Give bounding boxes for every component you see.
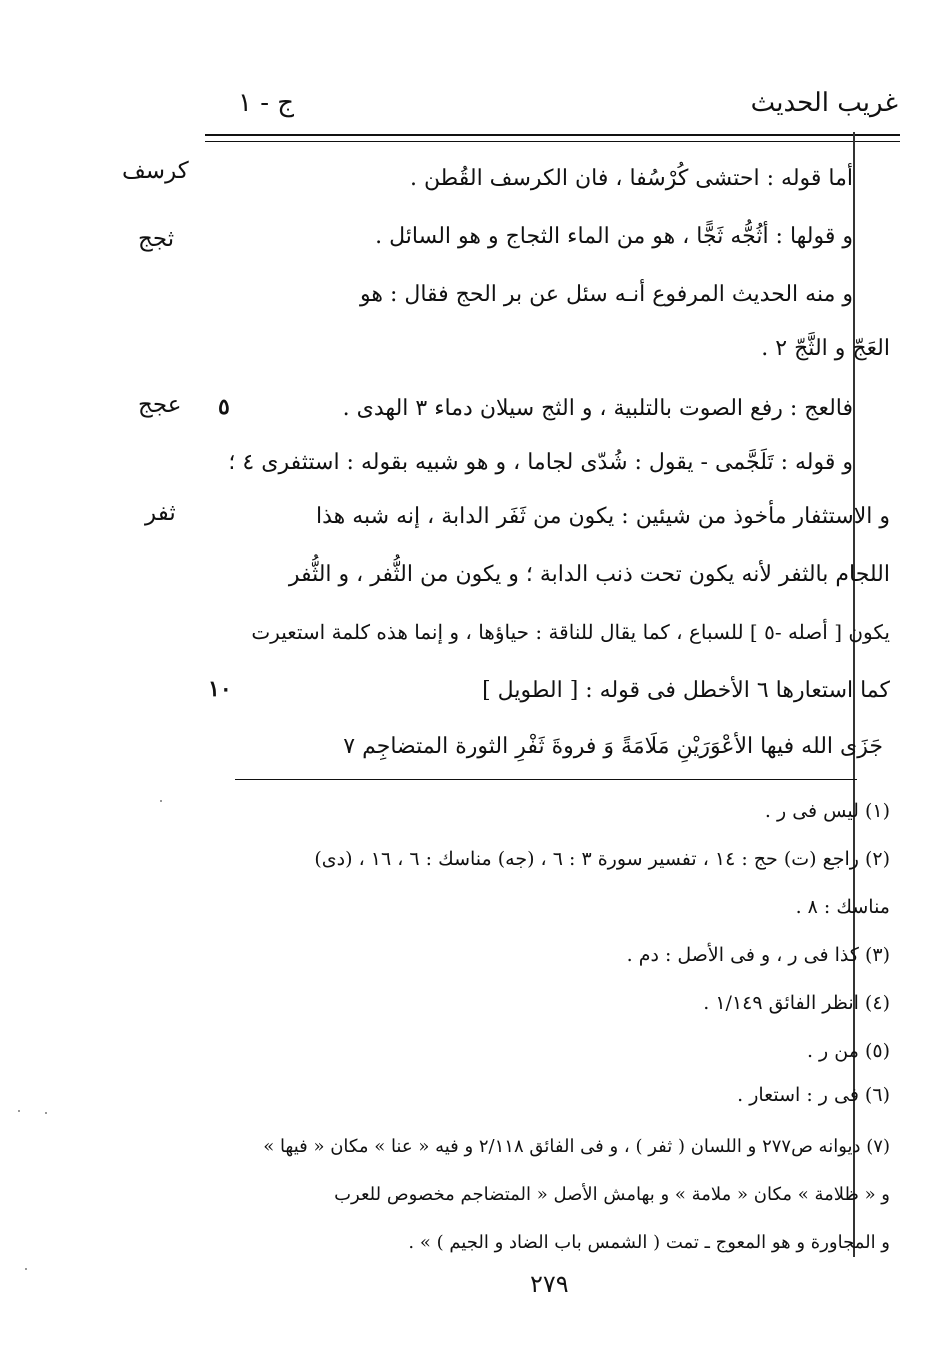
running-title: غريب الحديث	[750, 88, 898, 118]
margin-word-kursuf: كرسف	[122, 158, 189, 184]
footnote-7-end: و المجاورة و هو المعوج ـ تمت ( الشمس باب الضاد و الجيم ) » .	[408, 1232, 890, 1253]
body-line-1: أما قوله : احتشى كُرْسُفا ، فان الكرسف القُطن .	[409, 166, 853, 191]
page-number: ٢٧٩	[530, 1270, 569, 1298]
margin-word-ajj: عجج	[138, 392, 182, 418]
line-number-10: ١٠	[208, 676, 232, 702]
body-line-5: فالعج : رفع الصوت بالتلبية ، و الثج سيلان دماء ٣ الهدى .	[342, 396, 853, 421]
body-line-9: يكون [ أصله -٥ ] للسباع ، كما يقال للناقة : حياؤها ، و إنما هذه كلمة استعيرت	[251, 620, 890, 644]
footnote-2: (٢) راجع (ت) حج : ١٤ ، تفسير سورة ٣ : ٦ ، (جه) مناسك : ٦ ، ١٦ ، (دى)	[314, 848, 890, 870]
body-line-10: كما استعارها ٦ الأخطل فى قوله : [ الطويل ]	[482, 678, 890, 703]
header-rule-bottom	[205, 141, 900, 142]
margin-word-thafar: ثفر	[145, 500, 176, 526]
footnote-5: (٥) من ر .	[806, 1040, 890, 1062]
footnote-3: (٣) كذا فى ر ، و فى الأصل : دم .	[626, 944, 890, 966]
body-line-8: اللجام بالثفر لأنه يكون تحت ذنب الدابة ؛ و يكون من الثُّفر ، و الثُّفر	[288, 562, 890, 587]
scan-speck	[18, 1110, 20, 1112]
verse-line: جَزَى الله فيها الأعْوَرَيْنِ مَلَامَةً وَ فروةَ ثَفْرِ الثورة المتضاجِم ٧	[343, 734, 883, 759]
body-line-7: و الاستثفار مأخوذ من شيئين : يكون من ثَفَر الدابة ، إنه شبه هذا	[315, 504, 890, 529]
footnote-6: (٦) فى ر : استعار .	[737, 1084, 890, 1106]
line-number-5: ٥	[218, 394, 230, 420]
footnote-7-cont: و « ظلامة » مكان « ملامة » و بهامش الأصل « المتضاجم مخصوص للعرب	[334, 1184, 890, 1205]
margin-word-thajj: ثجج	[138, 226, 175, 252]
footnote-rule	[235, 779, 857, 780]
scan-speck	[160, 800, 162, 802]
scan-speck	[25, 1268, 27, 1270]
scan-speck	[45, 1112, 47, 1114]
footnote-1: (١) ليس فى ر .	[764, 800, 890, 822]
footnote-4: (٤) انظر الفائق ١/١٤٩ .	[703, 992, 890, 1014]
body-line-6: و قوله : تَلَجَّمى - يقول : شُدّى لجاما ، و هو شبيه بقوله : استثفرى ٤ ؛	[228, 450, 853, 475]
body-line-4: العَجّ و الثَّجّ ٢ .	[761, 336, 890, 361]
footnote-2-cont: مناسك : ٨ .	[795, 896, 890, 918]
body-line-2: و قولها : أثُجُّه ثَجًّا ، هو من الماء الثجاج و هو السائل .	[375, 224, 853, 249]
body-line-3: و منه الحديث المرفوع أنـه سئل عن بر الحج فقال : هو	[359, 282, 853, 307]
header-rule-top	[205, 134, 900, 136]
volume-label: ج - ١	[238, 88, 295, 118]
footnote-7: (٧) ديوانه ص٢٧٧ و اللسان ( ثفر ) ، و فى الفائق ٢/١١٨ و فيه « عنا » مكان « فيها »	[263, 1136, 890, 1157]
